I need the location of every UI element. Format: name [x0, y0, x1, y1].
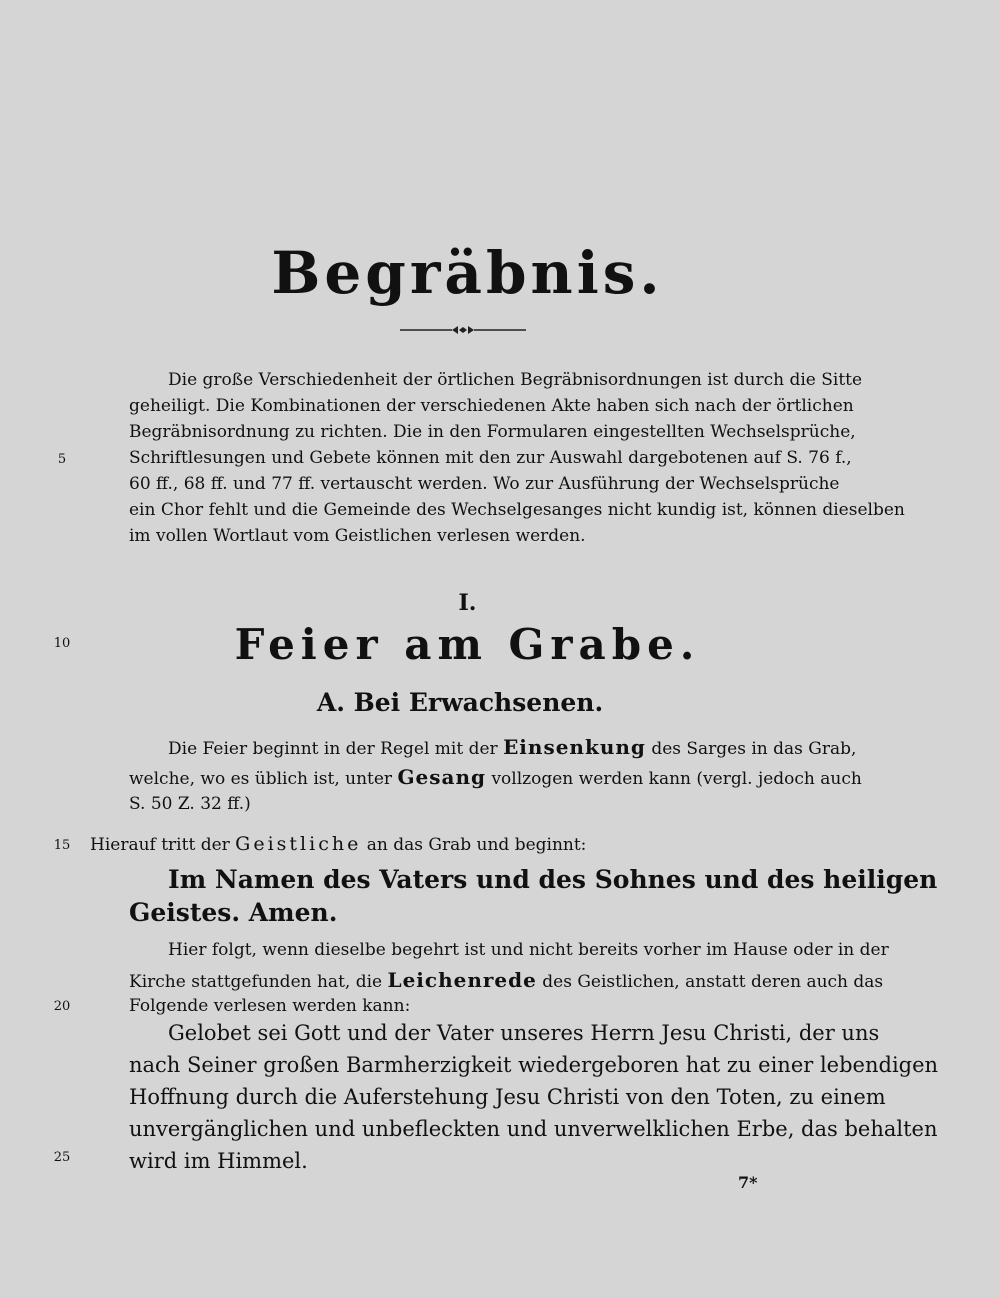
scripture-line: unvergänglichen und unbefleckten und unverwelklichen Erbe, das behalten [129, 1117, 938, 1141]
paragraph-line [90, 833, 835, 855]
paragraph-line [129, 765, 862, 789]
intro-line: geheiligt. Die Kombinationen der verschiedenen Akte haben sich nach der örtlichen [129, 396, 854, 416]
scripture-line: Hoffnung durch die Auferstehung Jesu Christi von den Toten, zu einem [129, 1085, 886, 1109]
intro-line: 60 ff., 68 ff. und 77 ff. vertauscht werden. Wo zur Ausführung der Wechselsprüche [129, 474, 840, 494]
text-span: des Geistlichen, anstatt deren auch das [542, 972, 884, 992]
page-title: Begräbnis. [271, 239, 664, 307]
emphasis-span: Gesang [397, 765, 487, 789]
line-number: 25 [53, 1150, 71, 1165]
paragraph-line [168, 735, 857, 759]
scripture-line: Gelobet sei Gott und der Vater unseres Herrn Jesu Christi, der uns [168, 1021, 880, 1045]
signature-mark: 7* [738, 1173, 758, 1192]
paragraph-line [129, 968, 884, 992]
paragraph-line: Folgende verlesen werden kann: [129, 996, 411, 1016]
text-span: Die Feier beginnt in der Regel mit der [168, 739, 498, 759]
line-number: 20 [53, 999, 71, 1014]
emphasis-span: Leichenrede [387, 968, 537, 992]
intro-line: Begräbnisordnung zu richten. Die in den Formularen eingestellten Wechselsprüche, [129, 422, 856, 442]
emphasis-span: Geistliche [235, 833, 362, 855]
decorative-rule [400, 323, 526, 337]
intro-line: Die große Verschiedenheit der örtlichen Begräbnisordnungen ist durch die Sitte [168, 370, 863, 390]
text-span: Hierauf tritt der [90, 835, 230, 855]
text-span: vollzogen werden kann (vergl. jedoch auch [491, 769, 862, 789]
text-span: an das Grab und beginnt: [366, 835, 587, 855]
paragraph-line: S. 50 Z. 32 ff.) [129, 794, 251, 814]
section-number: I. [458, 590, 477, 616]
invocation-line: Im Namen des Vaters und des Sohnes und des heiligen [168, 865, 938, 894]
text-span: welche, wo es üblich ist, unter [129, 769, 393, 789]
text-span: des Sarges in das Grab, [651, 739, 857, 759]
section-title: Feier am Grabe. [234, 620, 701, 669]
intro-line: ein Chor fehlt und die Gemeinde des Wechselgesanges nicht kundig ist, können dieselben [129, 500, 905, 520]
invocation-line: Geistes. Amen. [129, 898, 338, 927]
paragraph-line: Hier folgt, wenn dieselbe begehrt ist und nicht bereits vorher im Hause oder in der [168, 940, 889, 960]
emphasis-span: Einsenkung [503, 735, 646, 759]
subsection-title: A. Bei Erwachsenen. [316, 688, 604, 717]
scripture-line: nach Seiner großen Barmherzigkeit wiedergeboren hat zu einer lebendigen [129, 1053, 939, 1077]
text-span: Kirche stattgefunden hat, die [129, 972, 383, 992]
line-number: 10 [53, 636, 71, 651]
intro-line: im vollen Wortlaut vom Geistlichen verlesen werden. [129, 526, 586, 546]
intro-line: Schriftlesungen und Gebete können mit den zur Auswahl dargebotenen auf S. 76 f., [129, 448, 852, 468]
line-number: 15 [53, 838, 71, 853]
scripture-line: wird im Himmel. [129, 1149, 308, 1173]
line-number: 5 [57, 452, 67, 467]
